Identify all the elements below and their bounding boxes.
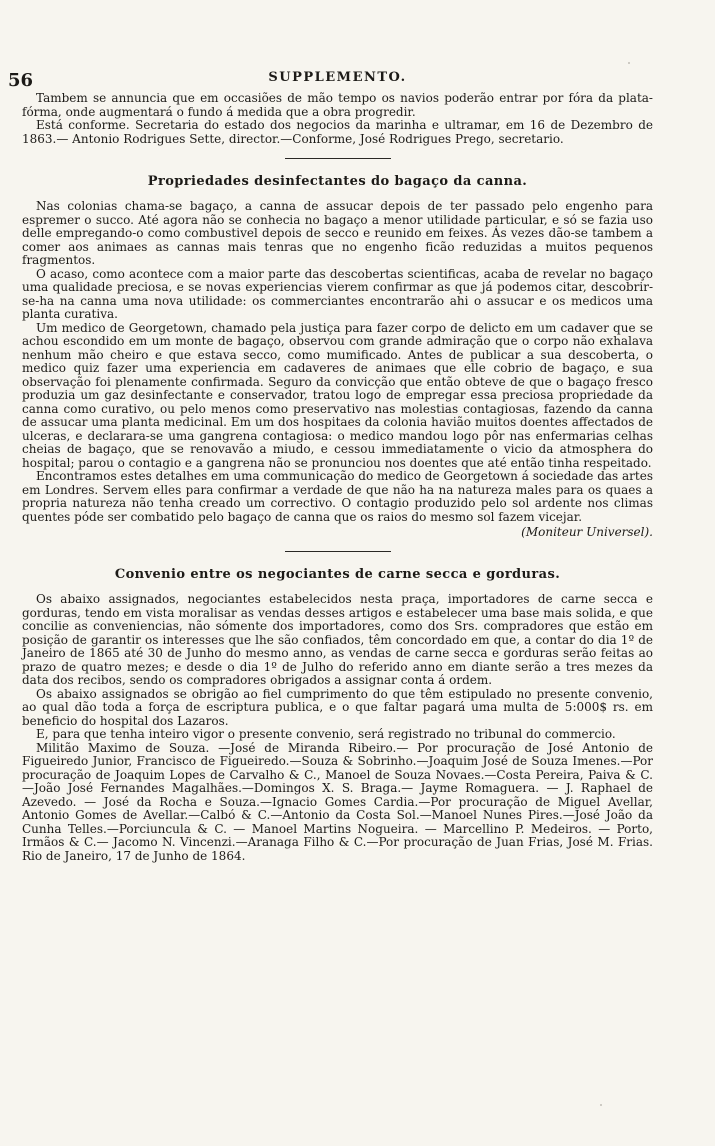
article-paragraph: Os abaixo assignados, negociantes estabelecidos nesta praça, importadores de carne secca e gorduras, tendo em vista moralisar as vendas desses artigos e estabelecer uma base mais solida, e que concilie as conveniencias, não sómente dos importadores, como dos Srs. compradores que estão em posição de garantir os interesses que lhe são confiados, têm concordado em que, a contar do dia 1º de Janeiro de 1865 até 30 de Junho do mesmo anno, as vendas de carne secca e gorduras serão feitas ao prazo de quatro mezes; e desde o dia 1º de Julho do referido anno em diante serão a tres mezes da data dos recibos, sendo os compradores obrigados a assignar conta á ordem. <box>22 592 653 687</box>
article-paragraph: Nas colonias chama-se bagaço, a canna de assucar depois de ter passado pelo engenho para espremer o succo. Até agora não se conhecia no bagaço a menor utilidade particular, e só se fazia uso delle empregando-o como combustivel depois de secco e reunido em feixes. Ás vezes dão-se tambem a comer aos animaes as cannas mais tenras que no engenho ficão reduzidas a muitos pequenos fragmentos. <box>22 199 653 267</box>
intro-paragraph: Tambem se annuncia que em occasiões de mão tempo os navios poderão entrar por fóra da plata-fórma, onde augmentará o fundo á medida que a obra progredir. <box>22 91 653 119</box>
article-paragraph: Encontramos estes detalhes em uma communicação do medico de Georgetown á sociedade das artes em Londres. Servem elles para confirmar a verdade de que não ha na natureza males para os quaes a propria natureza não tenha creado um correctivo. O contagio produzido pelo sol ardente nos climas quentes póde ser combatido pelo bagaço de canna que os raios do mesmo sol fazem vicejar. <box>22 469 653 524</box>
divider <box>285 551 391 552</box>
article-title: Convenio entre os negociantes de carne secca e gorduras. <box>114 567 561 582</box>
running-head: SUPPLEMENTO. <box>268 70 407 85</box>
page-number: 56 <box>8 70 34 91</box>
article-title: Propriedades desinfectantes do bagaço da canna. <box>147 174 528 189</box>
intro-paragraph: Está conforme. Secretaria do estado dos negocios da marinha e ultramar, em 16 de Dezembro de 1863.— Antonio Rodrigues Sette, director.—Conforme, José Rodrigues Prego, secretario. <box>22 118 653 146</box>
article-source: (Moniteur Universel). <box>521 525 653 539</box>
article-paragraph: E, para que tenha inteiro vigor o presente convenio, será registrado no tribunal do commercio. <box>36 727 616 741</box>
paper-speckle <box>600 1104 602 1106</box>
signatories-paragraph: Militão Maximo de Souza. —José de Miranda Ribeiro.— Por procuração de José Antonio de Figueiredo Junior, Francisco de Figueiredo.—Souza & Sobrinho.—Joaquim José de Souza Imenes.—Por procuração de Joaquim Lopes de Carvalho & C., Manoel de Souza Novaes.—Costa Pereira, Paiva & C.—João José Fernandes Magalhães.—Domingos X. S. Braga.— Jayme Romaguera. — J. Raphael de Azevedo. — José da Rocha e Souza.—Ignacio Gomes Cardia.—Por procuração de Miguel Avellar, Antonio Gomes de Avellar.—Calbó & C.—Antonio da Costa Sol.—Manoel Nunes Pires.—José João da Cunha Telles.—Porciuncula & C. — Manoel Martins Nogueira. — Marcellino P. Medeiros. — Porto, Irmãos & C.— Jacomo N. Vincenzi.—Aranaga Filho & C.—Por procuração de Juan Frias, José M. Frias. Rio de Janeiro, 17 de Junho de 1864. <box>22 740 653 863</box>
divider <box>285 158 391 159</box>
article-paragraph: Os abaixo assignados se obrigão ao fiel cumprimento do que têm estipulado no presente convenio, ao qual dão toda a força de escriptura publica, e o que faltar pagará uma multa de 5:000$ rs. em beneficio do hospital dos Lazaros. <box>22 686 653 728</box>
page-header <box>8 70 653 92</box>
paper-speckle <box>628 62 630 64</box>
article-paragraph: Um medico de Georgetown, chamado pela justiça para fazer corpo de delicto em um cadaver que se achou escondido em um monte de bagaço, observou com grande admiração que o corpo não exhalava nenhum mão cheiro e que estava secco, como mumificado. Antes de publicar a sua descoberta, o medico quiz fazer uma experiencia em cadaveres de animaes que elle cobrio de bagaço, e sua observação foi plenamente confirmada. Seguro da convicção que então obteve de que o bagaço fresco produzia um gaz desinfectante e conservador, tratou logo de empregar essa preciosa propriedade da canna como curativo, ou pelo menos como preservativo nas molestias contagiosas, fazendo da canna de assucar uma planta medicinal. Em um dos hospitaes da colonia havião muitos doentes affectados de ulceras, e declarara-se uma gangrena contagiosa: o medico mandou logo pôr nas enfermarias celhas cheias de bagaço, que se renovavão a miudo, e cessou immediatamente o vicio da atmosphera do hospital; parou o contagio e a gangrena não se pronunciou nos doentes que até então tinha respeitado. <box>22 320 653 470</box>
document-page <box>8 70 653 863</box>
article-paragraph: O acaso, como acontece com a maior parte das descobertas scientificas, acaba de revelar no bagaço uma qualidade preciosa, e se novas experiencias vierem confirmar as que já podemos citar, descobrir-se-ha na canna uma nova utilidade: os commerciantes encontrarão ahi o assucar e os medicos uma planta curativa. <box>22 266 653 321</box>
